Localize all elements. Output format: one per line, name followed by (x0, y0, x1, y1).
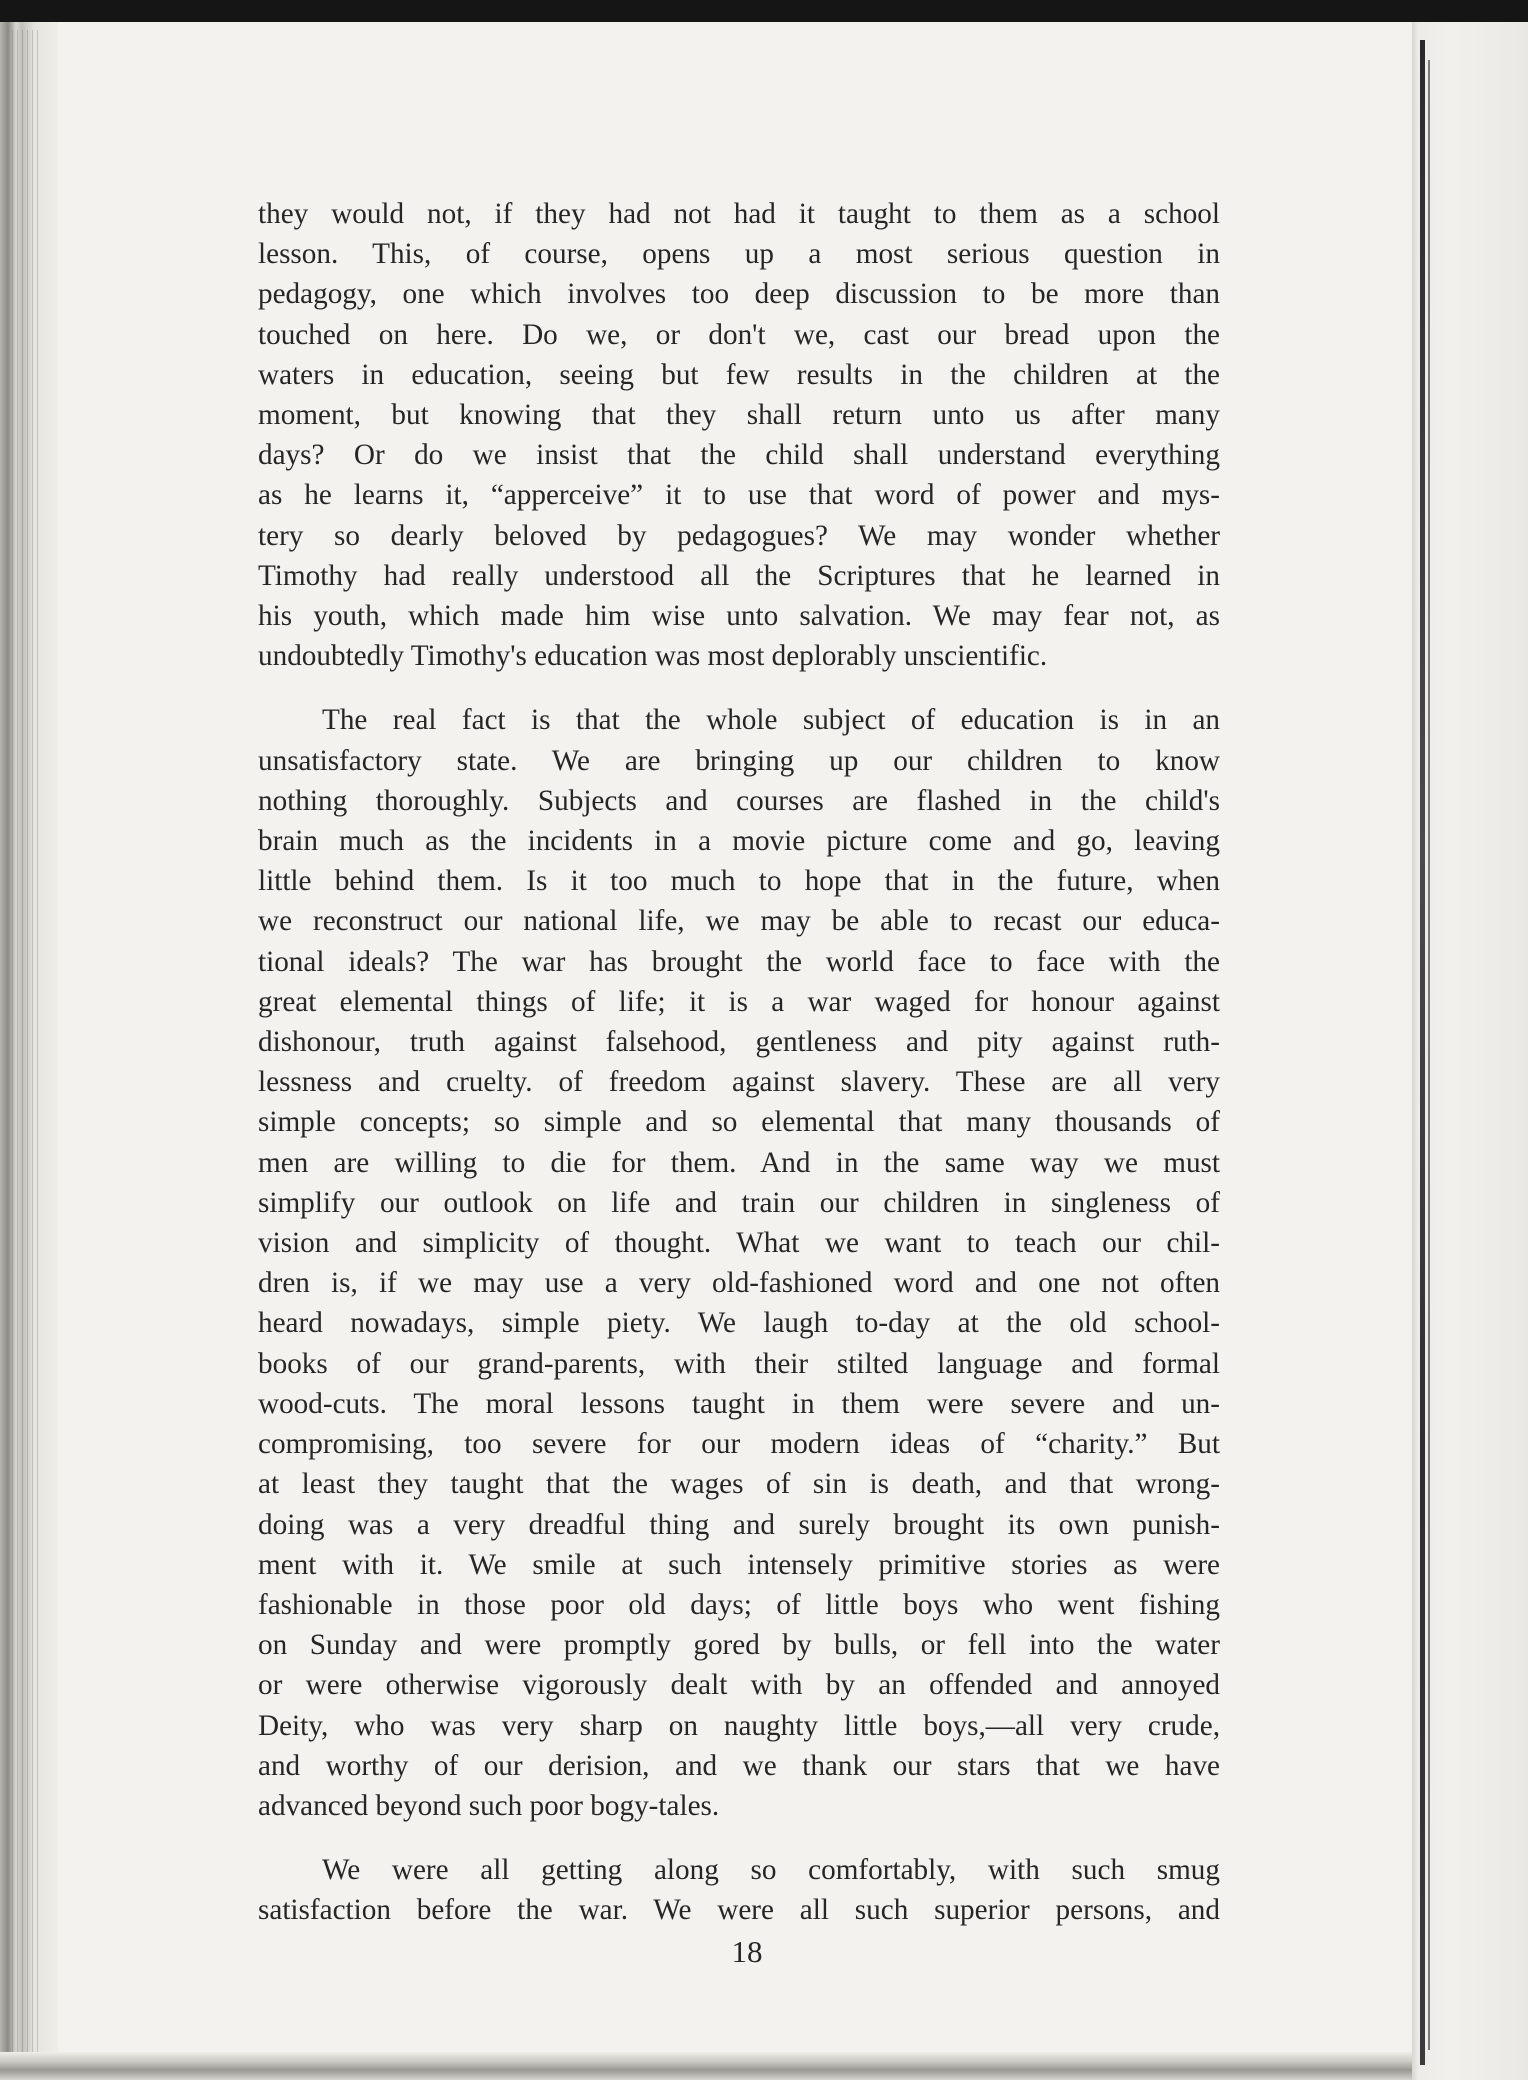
text-line: We were all getting along so comfortably, with such smug (322, 1854, 1220, 1887)
text-line: as he learns it, “apperceive” it to use that word of power and mys- (258, 479, 1220, 512)
text-line: on Sunday and were promptly gored by bulls, or fell into the water (258, 1629, 1220, 1662)
text-line: pedagogy, one which involves too deep discussion to be more than (258, 278, 1220, 311)
paragraph-2 (258, 700, 1220, 1826)
text-line: great elemental things of life; it is a war waged for honour against (258, 985, 1220, 1018)
text-line: fashionable in those poor old days; of little boys who went fishing (258, 1588, 1220, 1621)
text-line: brain much as the incidents in a movie picture come and go, leaving (258, 825, 1220, 858)
text-line: tional ideals? The war has brought the world face to face with the (258, 945, 1220, 978)
text-line: dishonour, truth against falsehood, gentleness and pity against ruth- (258, 1026, 1220, 1059)
text-line: undoubtedly Timothy's education was most deplorably unscientific. (258, 640, 1048, 673)
text-line: and worthy of our derision, and we thank our stars that we have (258, 1749, 1220, 1782)
paragraph-1 (258, 194, 1220, 676)
text-line: men are willing to die for them. And in the same way we must (258, 1146, 1220, 1179)
text-line: lesson. This, of course, opens up a most serious question in (258, 238, 1220, 271)
text-line: little behind them. Is it too much to hope that in the future, when (258, 865, 1220, 898)
paragraph-gap (258, 1826, 1220, 1850)
scan-top-border (0, 0, 1528, 22)
text-line: moment, but knowing that they shall return unto us after many (258, 399, 1220, 432)
text-line: days? Or do we insist that the child shall understand everything (258, 439, 1220, 472)
text-line: lessness and cruelty. of freedom against slavery. These are all very (258, 1066, 1220, 1099)
text-line: simple concepts; so simple and so elemental that many thousands of (258, 1106, 1220, 1139)
text-line: we reconstruct our national life, we may be able to recast our educa- (258, 905, 1220, 938)
text-line: Timothy had really understood all the Scriptures that he learned in (258, 559, 1220, 592)
body-text (258, 194, 1220, 1931)
text-line: or were otherwise vigorously dealt with by an offended and annoyed (258, 1669, 1220, 1702)
text-line: tery so dearly beloved by pedagogues? We may wonder whether (258, 519, 1220, 552)
text-line: touched on here. Do we, or don't we, cast our bread upon the (258, 318, 1220, 351)
text-line: his youth, which made him wise unto salvation. We may fear not, as (258, 600, 1220, 633)
text-line: dren is, if we may use a very old-fashioned word and one not often (258, 1267, 1220, 1300)
text-line: at least they taught that the wages of sin is death, and that wrong- (258, 1468, 1220, 1501)
text-line: nothing thoroughly. Subjects and courses are flashed in the child's (258, 784, 1220, 817)
text-line: books of our grand-parents, with their stilted language and formal (258, 1347, 1220, 1380)
paragraph-3 (258, 1850, 1220, 1930)
scan-left-page-stack (12, 30, 42, 2070)
text-line: ment with it. We smile at such intensely primitive stories as were (258, 1548, 1220, 1581)
text-line: The real fact is that the whole subject of education is in an (322, 704, 1220, 737)
paragraph-gap (258, 676, 1220, 700)
text-line: unsatisfactory state. We are bringing up our children to know (258, 744, 1220, 777)
scan-gutter-fold (1428, 60, 1430, 2050)
text-line: advanced beyond such poor bogy-tales. (258, 1789, 720, 1822)
text-line: vision and simplicity of thought. What we want to teach our chil- (258, 1227, 1220, 1260)
text-line: simplify our outlook on life and train our children in singleness of (258, 1186, 1220, 1219)
scan-bottom-page-edge (0, 2052, 1440, 2080)
text-line: wood-cuts. The moral lessons taught in them were severe and un- (258, 1387, 1220, 1420)
text-line: compromising, too severe for our modern ideas of “charity.” But (258, 1428, 1220, 1461)
text-line: doing was a very dreadful thing and surely brought its own punish- (258, 1508, 1220, 1541)
text-line: they would not, if they had not had it taught to them as a school (258, 198, 1220, 230)
text-line: satisfaction before the war. We were all such superior persons, and (258, 1894, 1220, 1927)
page-number: 18 (731, 1934, 763, 1969)
scan-gutter-shadow (1420, 40, 1425, 2065)
text-line: waters in education, seeing but few results in the children at the (258, 358, 1220, 391)
text-line: heard nowadays, simple piety. We laugh to-day at the old school- (258, 1307, 1220, 1340)
text-line: Deity, who was very sharp on naughty little boys,—all very crude, (258, 1709, 1220, 1742)
